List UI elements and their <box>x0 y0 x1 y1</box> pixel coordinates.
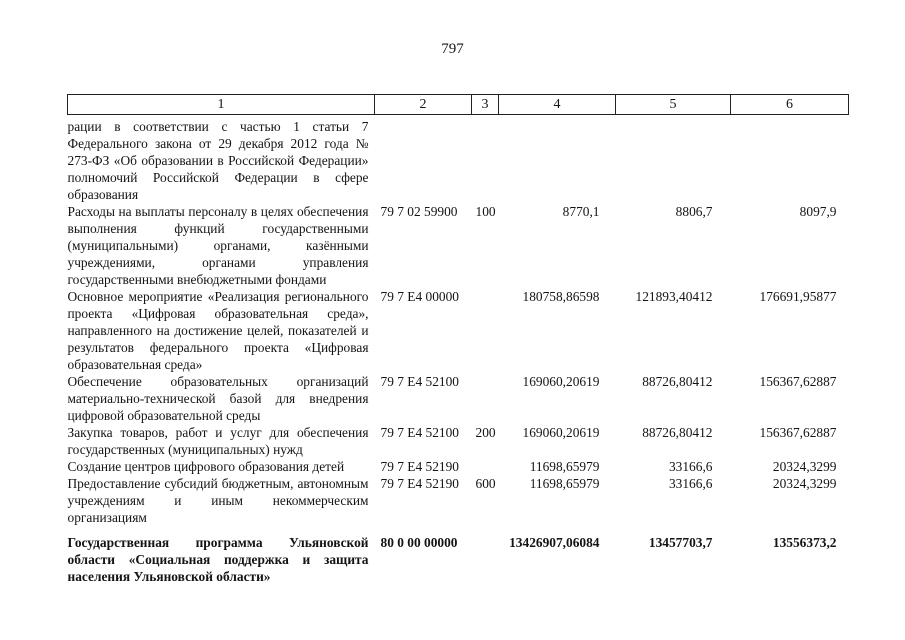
row-code: 80 0 00 00000 <box>380 535 458 550</box>
header-cell-4: 4 <box>499 95 616 115</box>
header-cell-5: 5 <box>616 95 731 115</box>
table-row <box>68 203 849 288</box>
row-amount-col4: 8770,1 <box>562 204 600 219</box>
row-name: Государственная программа Ульяновской области «Социальная поддержка и защита населения Ульяновской области» <box>67 535 369 584</box>
row-amount-col5: 8806,7 <box>675 204 713 219</box>
row-amount-col5 <box>616 118 731 203</box>
row-amount-col5: 121893,40412 <box>635 289 713 304</box>
header-row <box>68 95 849 115</box>
table-row <box>68 288 849 373</box>
row-code: 79 7 Е4 52100 <box>380 374 459 389</box>
row-amount-col5: 33166,6 <box>668 459 713 474</box>
row-code: 79 7 Е4 00000 <box>380 289 459 304</box>
row-code: 79 7 Е4 52190 <box>380 459 459 474</box>
row-amount-col4: 180758,86598 <box>522 289 600 304</box>
row-amount-col4: 169060,20619 <box>522 425 600 440</box>
row-code <box>375 118 472 203</box>
row-code: 79 7 Е4 52100 <box>380 425 459 440</box>
row-name: Расходы на выплаты персоналу в целях обеспечения выполнения функций государственными (муниципальными) органами, казёнными учреждениями, органами управления государственными внебюджетными фондами <box>67 204 369 287</box>
header-cell-2: 2 <box>375 95 472 115</box>
table-row <box>68 475 849 526</box>
budget-table <box>67 94 849 585</box>
row-code: 79 7 02 59900 <box>380 204 458 219</box>
header-cell-6: 6 <box>731 95 849 115</box>
row-code: 79 7 Е4 52190 <box>380 476 459 491</box>
page-number: 797 <box>441 41 464 57</box>
row-expense-type: 200 <box>475 425 496 440</box>
row-expense-type <box>472 288 499 373</box>
row-expense-type <box>472 118 499 203</box>
row-amount-col4: 11698,65979 <box>529 459 600 474</box>
row-name: Создание центров цифрового образования детей <box>67 459 345 474</box>
row-amount-col4: 169060,20619 <box>522 374 600 389</box>
row-amount-col6: 13556373,2 <box>772 535 837 550</box>
row-amount-col6 <box>731 118 849 203</box>
row-name: Обеспечение образовательных организаций материально-технической базой для внедрения цифровой образовательной среды <box>67 374 369 423</box>
header-cell-1: 1 <box>68 95 375 115</box>
row-amount-col4: 11698,65979 <box>529 476 600 491</box>
row-amount-col5: 88726,80412 <box>642 374 713 389</box>
row-expense-type: 600 <box>475 476 496 491</box>
row-expense-type <box>472 534 499 585</box>
table-row <box>68 458 849 475</box>
row-amount-col4 <box>499 118 616 203</box>
row-name: рации в соответствии с частью 1 статьи 7 Федерального закона от 29 декабря 2012 года № 273-ФЗ «Об образовании в Российской Федерации» полномочий Российской Федерации в сфере образования <box>67 119 369 202</box>
table-row <box>68 118 849 203</box>
table-row <box>68 373 849 424</box>
row-amount-col4: 13426907,06084 <box>509 535 600 550</box>
header-cell-3: 3 <box>472 95 499 115</box>
row-amount-col5: 13457703,7 <box>648 535 713 550</box>
row-amount-col6: 20324,3299 <box>772 459 837 474</box>
row-expense-type <box>472 458 499 475</box>
row-expense-type <box>472 373 499 424</box>
row-amount-col6: 156367,62887 <box>759 374 837 389</box>
row-name: Закупка товаров, работ и услуг для обеспечения государственных (муниципальных) нужд <box>67 425 369 457</box>
table-row <box>68 424 849 458</box>
table-row-total <box>68 534 849 585</box>
row-amount-col6: 8097,9 <box>799 204 837 219</box>
row-amount-col6: 156367,62887 <box>759 425 837 440</box>
row-name: Предоставление субсидий бюджетным, автономным учреждениям и иным некоммерческим организациям <box>67 476 369 525</box>
row-expense-type: 100 <box>475 204 496 219</box>
row-amount-col6: 176691,95877 <box>759 289 837 304</box>
row-name: Основное мероприятие «Реализация регионального проекта «Цифровая образовательная среда», направленного на достижение целей, показателей и результатов федерального проекта «Цифровая образовательная среда» <box>67 289 369 372</box>
row-amount-col6: 20324,3299 <box>772 476 837 491</box>
row-amount-col5: 33166,6 <box>668 476 713 491</box>
row-amount-col5: 88726,80412 <box>642 425 713 440</box>
